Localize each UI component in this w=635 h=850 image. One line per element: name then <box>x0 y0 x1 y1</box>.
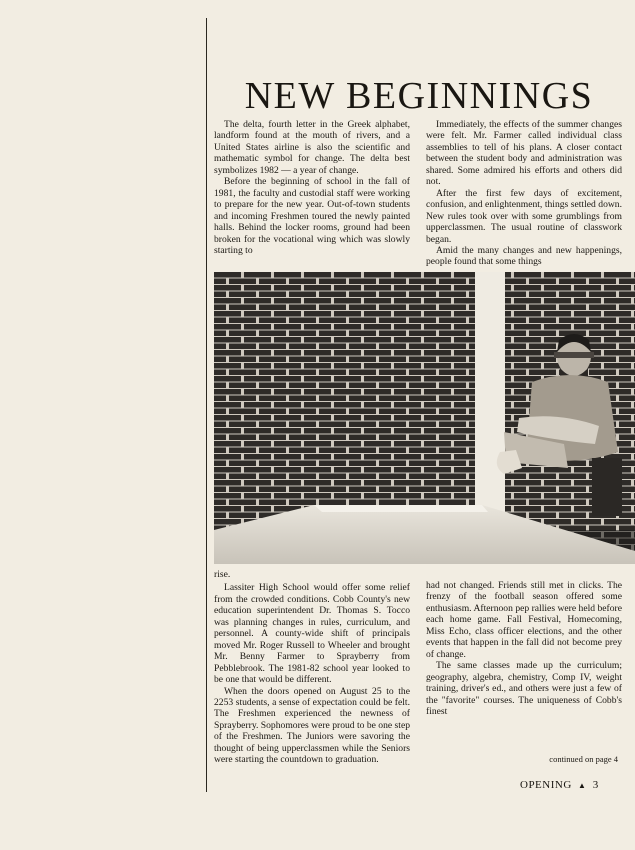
paragraph: rise. <box>214 569 231 580</box>
section-label: OPENING <box>520 779 572 791</box>
paragraph: The same classes made up the curriculum; geography, algebra, chemistry, Comp IV, weight training, driver's ed., and others were just a few of the "favorite" courses. The uniqueness of Cobb's finest <box>426 660 622 717</box>
text-column-4 <box>426 580 622 717</box>
paragraph: Before the beginning of school in the fall of 1981, the faculty and custodial staff were working to prepare for the new year. Out-of-town students and incoming Freshmen toured the newly painted halls. Behind the locker rooms, ground had been broken for the vocational wing which was slowly starting to <box>214 176 410 256</box>
paragraph: The delta, fourth letter in the Greek alphabet, landform found at the mouth of rivers, and a United States airline is also the scientific and mathematic symbol for change. The delta best symbolizes 1982 — a year of change. <box>214 119 410 176</box>
paragraph: When the doors opened on August 25 to the 2253 students, a sense of expectation could be felt. The Freshmen experienced the newness of Sprayberry. Sophomores were proud to be one step of the Freshmen. The Juniors were savoring the thought of being upperclassmen while the Seniors were starting the countdown to graduation. <box>214 685 411 766</box>
paragraph: had not changed. Friends still met in clicks. The frenzy of the football season offered some enthusiasm. Afternoon pep rallies were held before each home game. Fall Festival, Homecoming, Miss Echo, class officer elections, and the other events that happen in the fall did not become prey of change. <box>426 580 622 660</box>
text-column-3 <box>214 569 410 766</box>
photo-illustration <box>214 272 635 564</box>
continued-note: continued on page 4 <box>549 754 618 764</box>
paragraph: After the first few days of excitement, confusion, and enlightenment, things settled down. New rules took over with some grumblings from upperclassmen. The usual routine of classwork began. <box>426 187 622 245</box>
triangle-icon: ▲ <box>578 781 587 790</box>
page-footer <box>520 779 599 791</box>
paragraph: Immediately, the effects of the summer changes were felt. Mr. Farmer called individual class assemblies to tell of his plans. A closer contact between the student body and administration was shared. Some admired his efforts and others did not. <box>426 119 622 188</box>
text-column-1 <box>214 119 410 256</box>
page-number: 3 <box>592 779 599 791</box>
paragraph: Lassiter High School would offer some relief from the crowded conditions. Cobb County's new education superintendent Dr. Thomas S. Tocco was planning changes in rules, curriculum, and personnel. A county-wide shift of principals moved Mr. Roger Russell to Wheeler and brought Mr. Benny Farmer to Sprayberry from Pebblebrook. The 1981-82 school year looked to be one that would be different. <box>214 582 410 686</box>
paragraph: Amid the many changes and new happenings, people found that some things <box>426 244 622 268</box>
page-title: NEW BEGINNINGS <box>244 75 594 117</box>
vertical-rule <box>206 18 207 792</box>
student-sitting-by-brick-wall-photo <box>214 272 635 564</box>
text-column-2 <box>426 119 622 268</box>
